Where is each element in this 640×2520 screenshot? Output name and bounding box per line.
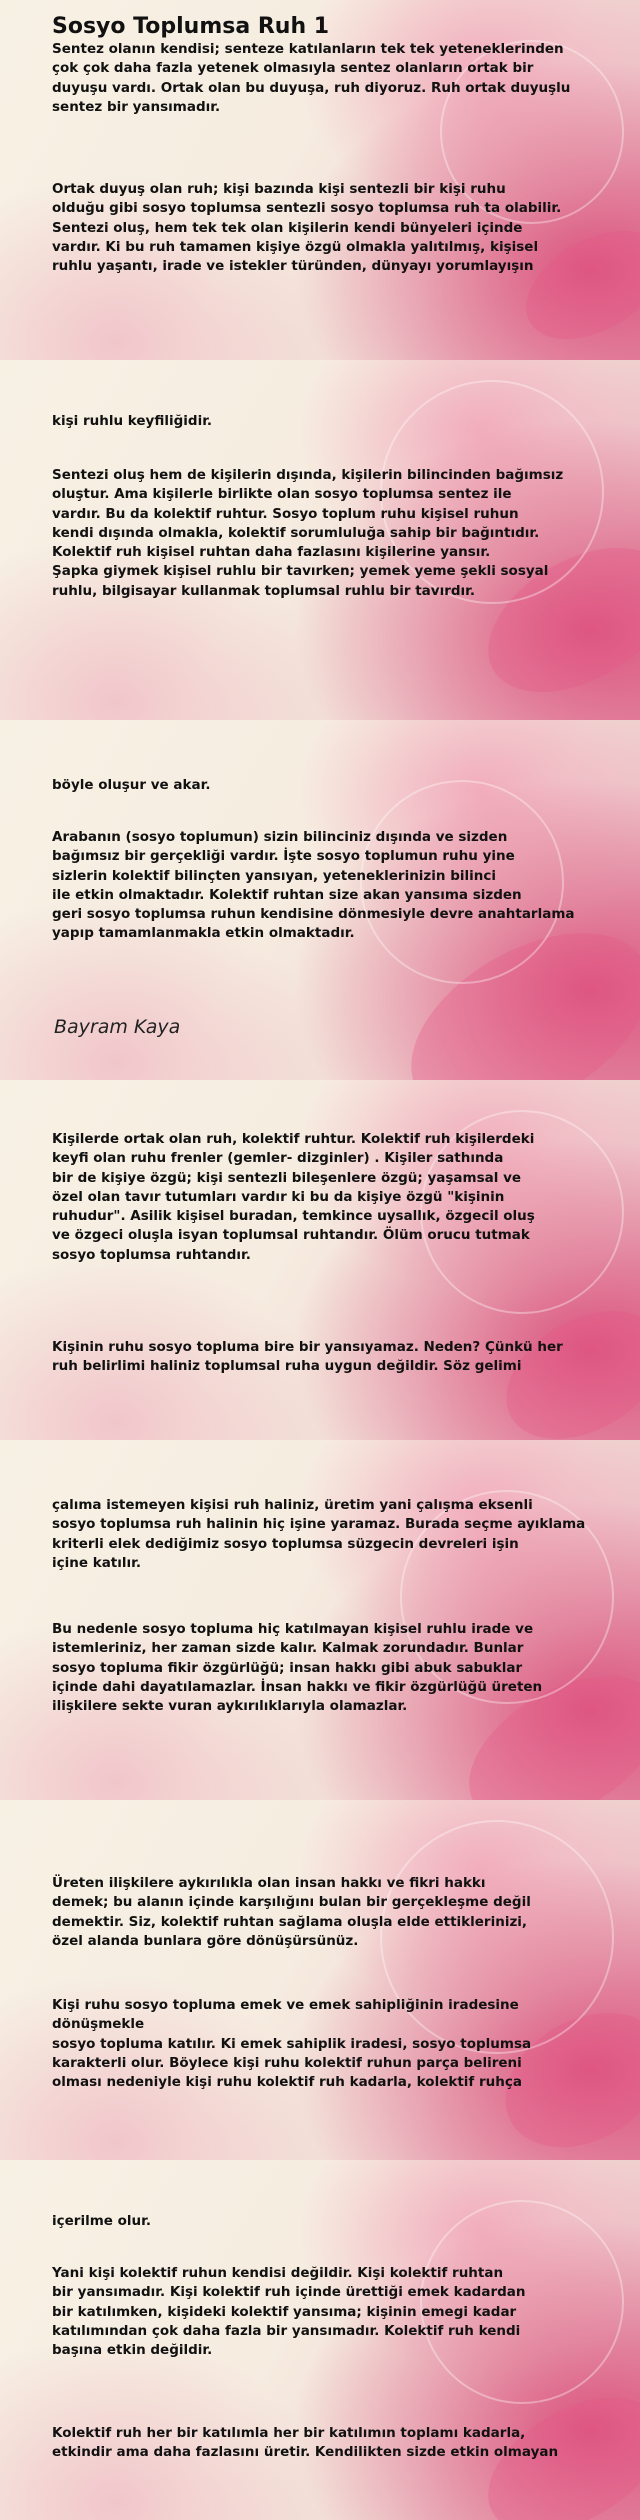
paragraph: kişi ruhlu keyfiliğidir. <box>52 413 213 429</box>
paragraph: böyle oluşur ve akar. <box>52 777 211 793</box>
poem-panel-7 <box>0 2160 640 2520</box>
poem-panel-1 <box>0 0 640 360</box>
paragraph: çalıma istemeyen kişisi ruh haliniz, üretim yani çalışma eksenli sosyo toplumsa ruh halinin hiç işine yaramaz. Burada seçme ayıklama kriterli elek dediğimiz sosyo toplumsa süzgecin devreleri işin içine katılır. <box>52 1497 586 1571</box>
paragraph: Kişi ruhu sosyo topluma emek ve emek sahipliğinin iradesine dönüşmekle sosyo topluma katılır. Ki emek sahiplik iradesi, sosyo toplumsa karakterli olur. Böylece kişi ruhu kolektif ruhun parça belireni olması nedeniyle kişi ruhu kolektif ruh kadarla, kolektif ruhça <box>52 1997 532 2091</box>
poem-panel-2 <box>0 360 640 720</box>
poem-panel-5 <box>0 1440 640 1800</box>
paragraph: Sentezi oluş hem de kişilerin dışında, kişilerin bilincinden bağımsız oluştur. Ama kişilerle birlikte olan sosyo toplumsa sentez ile vardır. Bu da kolektif ruhtur. Sosyo toplum ruhu kişisel ruhun kendi dışında olmakla, kolektif sorumluluğa sahip bir bağıntıdır. Kolektif ruh kişisel ruhtan daha fazlasını kişilerine yansır. Şapka giymek kişisel ruhlu bir tavırken; yemek yeme şekli sosyal ruhlu, bilgisayar kullanmak toplumsal ruhlu bir tavırdır. <box>52 467 564 599</box>
paragraph: içerilme olur. <box>52 2213 151 2229</box>
paragraph: Kolektif ruh her bir katılımla her bir katılımın toplamı kadarla, etkindir ama daha fazlasını üretir. Kendilikten sizde etkin olmayan <box>52 2425 559 2461</box>
author-signature: Bayram Kaya <box>54 1016 181 1038</box>
paragraph: Yani kişi kolektif ruhun kendisi değildir. Kişi kolektif ruhtan bir yansımadır. Kişi kolektif ruh içinde ürettiği emek kadardan bir katılımken, kişideki kolektif yansıma; kişinin emegi kadar katılımından çok daha fazla bir yansımadır. Kolektif ruh kendi başına etkin değildir. <box>52 2265 526 2359</box>
poem-panel-3 <box>0 720 640 1080</box>
paragraph: Bu nedenle sosyo topluma hiç katılmayan kişisel ruhlu irade ve istemleriniz, her zaman sizde kalır. Kalmak zorundadır. Bunlar sosyo topluma fikir özgürlüğü; insan hakkı gibi abuk sabuklar içinde dahi dayatılamazlar. İnsan hakkı ve fikir özgürlüğü üreten ilişkilere sekte vuran aykırılıklarıyla olamazlar. <box>52 1621 543 1715</box>
paragraph: Kişilerde ortak olan ruh, kolektif ruhtur. Kolektif ruh kişilerdeki keyfi olan ruhu frenler (gemler- dizginler) . Kişiler sathında bir de kişiye özgü; kişi sentezli bileşenlere özgü; yaşamsal ve özel olan tavır tutumları vardır ki bu da kişiye özgü "kişinin ruhudur". Asilik kişisel buradan, temkince uysallık, özgecil oluş ve özgeci oluşla isyan toplumsal ruhtandır. Ölüm orucu tutmak sosyo toplumsa ruhtandır. <box>52 1131 535 1263</box>
paragraph: Üreten ilişkilere aykırılıkla olan insan hakkı ve fikri hakkı demek; bu alanın içinde karşılığını bulan bir gerçekleşme değil demektir. Siz, kolektif ruhtan sağlama oluşla elde ettiklerinizi, özel alanda bunlara göre dönüşürsünüz. <box>52 1875 531 1949</box>
paragraph: Kişinin ruhu sosyo topluma bire bir yansıyamaz. Neden? Çünkü her ruh belirlimi haliniz toplumsal ruha uygun değildir. Söz gelimi <box>52 1339 563 1375</box>
poem-panel-4 <box>0 1080 640 1440</box>
paragraph: Sentez olanın kendisi; senteze katılanların tek tek yeteneklerinden çok çok daha fazla yetenek olmasıyla sentez olanların ortak bir duyuşu vardı. Ortak olan bu duyuşa, ruh diyoruz. Ruh ortak duyuşlu sentez bir yansımadır. <box>52 41 571 115</box>
page-title: Sosyo Toplumsa Ruh 1 <box>52 14 330 39</box>
paragraph: Ortak duyuş olan ruh; kişi bazında kişi sentezli bir kişi ruhu olduğu gibi sosyo toplumsa sentezli sosyo toplumsa ruh ta olabilir. Sentezi oluş, hem tek tek olan kişilerin kendi bünyeleri içinde vardır. Ki bu ruh tamamen kişiye özgü olmakla yalıtılmış, kişisel ruhlu yaşantı, irade ve istekler türünden, dünyayı yorumlayışın <box>52 181 562 275</box>
paragraph: Arabanın (sosyo toplumun) sizin bilinciniz dışında ve sizden bağımsız bir gerçekliği vardır. İşte sosyo toplumun ruhu yine sizlerin kolektif bilinçten yansıyan, yeteneklerinizin bilinci ile etkin olmaktadır. Kolektif ruhtan size akan yansıma sizden geri sosyo toplumsa ruhun kendisine dönmesiyle devre anahtarlama yapıp tamamlanmakla etkin olmaktadır. <box>52 829 575 942</box>
poem-panel-6 <box>0 1800 640 2160</box>
